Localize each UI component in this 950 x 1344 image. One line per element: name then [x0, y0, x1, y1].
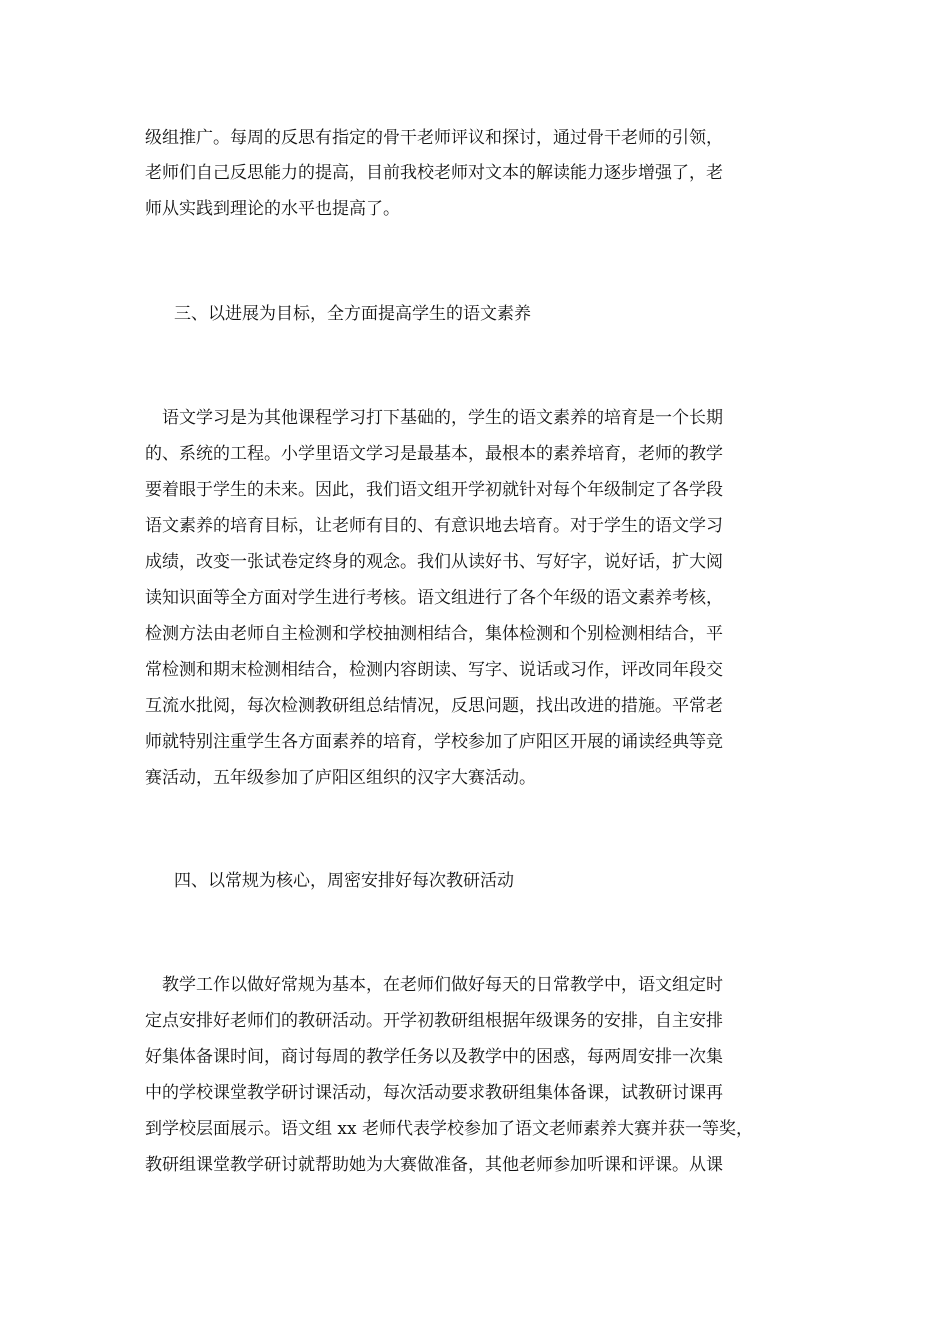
paragraph-line: 老师们自己反思能力的提高，目前我校老师对文本的解读能力逐步增强了，老 — [145, 163, 723, 183]
paragraph-line: 师从实践到理论的水平也提高了。 — [145, 199, 400, 219]
paragraph-line: 到学校层面展示。语文组 xx 老师代表学校参加了语文老师素养大赛并获一等奖， — [145, 1119, 753, 1139]
paragraph-line: 要着眼于学生的未来。因此，我们语文组开学初就针对每个年级制定了各学段 — [145, 480, 723, 500]
paragraph-line: 读知识面等全方面对学生进行考核。语文组进行了各个年级的语文素养考核， — [145, 588, 723, 608]
paragraph-line: 语文学习是为其他课程学习打下基础的，学生的语文素养的培育是一个长期 — [145, 408, 723, 428]
paragraph-line: 师就特别注重学生各方面素养的培育，学校参加了庐阳区开展的诵读经典等竞 — [145, 732, 723, 752]
paragraph-line: 的、系统的工程。小学里语文学习是最基本，最根本的素养培育，老师的教学 — [145, 444, 723, 464]
paragraph-line: 好集体备课时间，商讨每周的教学任务以及教学中的困惑，每两周安排一次集 — [145, 1047, 723, 1067]
paragraph-line: 语文素养的培育目标，让老师有目的、有意识地去培育。对于学生的语文学习 — [145, 516, 723, 536]
paragraph-line: 成绩，改变一张试卷定终身的观念。我们从读好书、写好字，说好话，扩大阅 — [145, 552, 723, 572]
paragraph-line: 检测方法由老师自主检测和学校抽测相结合，集体检测和个别检测相结合，平 — [145, 624, 723, 644]
paragraph-line: 常检测和期末检测相结合，检测内容朗读、写字、说话或习作，评改同年段交 — [145, 660, 723, 680]
paragraph-line: 互流水批阅，每次检测教研组总结情况，反思问题，找出改进的措施。平常老 — [145, 696, 723, 716]
paragraph-line: 中的学校课堂教学研讨课活动，每次活动要求教研组集体备课，试教研讨课再 — [145, 1083, 723, 1103]
paragraph-line: 教学工作以做好常规为基本，在老师们做好每天的日常教学中，语文组定时 — [145, 975, 723, 995]
section-heading-4: 四、以常规为核心，周密安排好每次教研活动 — [174, 871, 514, 891]
paragraph-line: 定点安排好老师们的教研活动。开学初教研组根据年级课务的安排，自主安排 — [145, 1011, 723, 1031]
paragraph-line: 级组推广。每周的反思有指定的骨干老师评议和探讨，通过骨干老师的引领， — [145, 128, 723, 148]
paragraph-line: 教研组课堂教学研讨就帮助她为大赛做准备，其他老师参加听课和评课。从课 — [145, 1155, 723, 1175]
section-heading-3: 三、以进展为目标，全方面提高学生的语文素养 — [174, 304, 531, 324]
paragraph-line: 赛活动，五年级参加了庐阳区组织的汉字大赛活动。 — [145, 768, 536, 788]
